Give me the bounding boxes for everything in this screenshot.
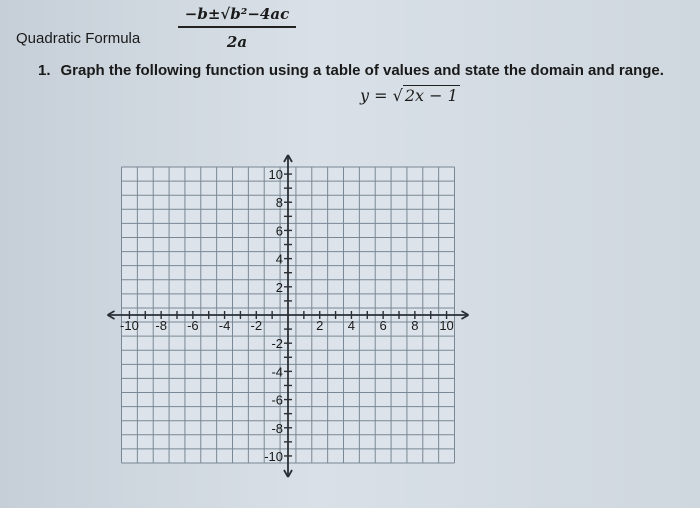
x-tick-label: 10 [439, 318, 454, 333]
equation-lhs: y = √ [360, 86, 403, 105]
equation-radicand: 2x − 1 [404, 86, 458, 105]
question-text: Graph the following function using a table of values and state the domain and range. [60, 62, 664, 79]
y-tick-label: -4 [271, 364, 283, 380]
y-tick-label: 10 [268, 167, 283, 183]
quadratic-formula-label: Quadratic Formula [16, 30, 141, 47]
y-tick-label: -2 [271, 336, 283, 352]
y-tick-label: 8 [275, 195, 283, 211]
x-tick-label: 6 [379, 318, 387, 333]
x-tick-label: -6 [187, 318, 199, 333]
y-tick-label: -8 [271, 420, 283, 436]
x-tick-label: 2 [316, 318, 324, 333]
y-tick-label: -6 [271, 392, 283, 408]
formula-numerator: −b±√b²−4ac [178, 5, 296, 28]
question-number: 1. [38, 62, 51, 79]
x-tick-label: -8 [155, 318, 167, 333]
y-tick-label: 2 [275, 279, 283, 295]
x-tick-label: -2 [250, 318, 263, 333]
x-tick-label: 4 [347, 318, 356, 333]
y-tick-label: -10 [264, 448, 283, 464]
y-tick-label: 6 [275, 223, 283, 239]
x-tick-label: -4 [218, 318, 231, 333]
formula-denominator: 2a [226, 33, 248, 51]
x-tick-label: 8 [411, 318, 419, 333]
x-tick-label: -10 [120, 318, 139, 333]
y-tick-label: 4 [275, 251, 283, 267]
